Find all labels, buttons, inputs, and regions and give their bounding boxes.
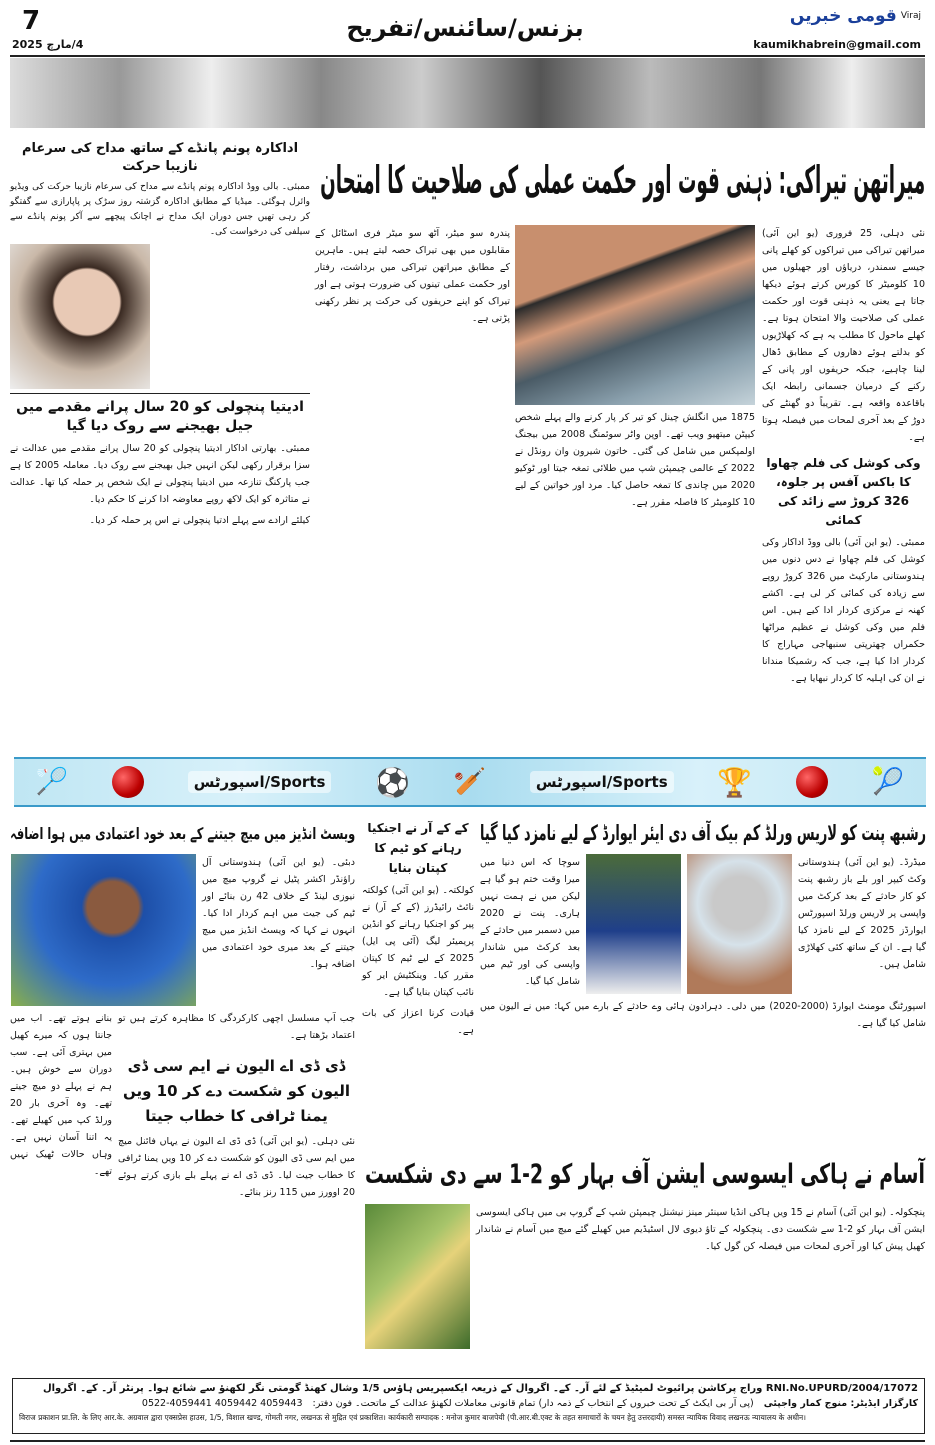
footer-imprint xyxy=(12,1378,925,1434)
footer-note: (پی آر بی ایکٹ کے تحت خبروں کے انتخاب کے ذمہ دار) تمام قانونی معاملات لکھنؤ عدالت کے ماتحت۔ فون دفتر: xyxy=(312,1398,754,1409)
shuttlecock-icon: 🏸 xyxy=(35,767,69,797)
tennis-racket-icon: 🎾 xyxy=(871,767,905,797)
axar-body: دبئی۔ (یو این آئی) ہندوستانی آل راؤنڈر اکشر پٹیل نے گروپ میچ میں نیوزی لینڈ کے خلاف 42 رن بنائے اور ٹیم کی جیت میں اہم کردار ادا کیا۔ انہوں نے کہا کہ ویسٹ انڈیز میں میچ جیتنے کے بعد میری خود اعتمادی میں اضافہ ہوا۔ xyxy=(202,857,355,970)
hockey-headline: آسام نے ہاکی ایسوسی ایشن آف بہار کو 2-1 سے دی شکست xyxy=(365,1159,925,1190)
hockey-photo xyxy=(365,1204,470,1349)
footer-line1: RNI.No.UPURD/2004/17072 وراج پرکاشن پرائیوٹ لمیٹیڈ کے لئے آر۔ کے۔ اگروال کے ذریعہ ایکسپریس ہاؤس 1/5 وشال کھنڈ گومتی نگر لکھنؤ سے شائع ہوا۔ پرنٹر آر۔ کے۔ اگروال xyxy=(42,1383,918,1394)
axar-headline-wrap xyxy=(10,818,355,850)
main-body-middle: 1875 میں انگلش چینل کو تیر کر پار کرنے والے پہلے شخص کیپٹن میتھیو ویب تھے۔ اوپن واٹر سوئمنگ 2008 میں بیجنگ اولمپکس میں شامل کی گئی۔ خاتون شیرون وان رونڈل نے 2022 کے عالمی چیمپئن شپ میں طلائی تمغہ جیتا اور ٹوکیو 2020 میں چاندی کا تمغہ حاصل کیا۔ مرد اور خواتین کے لیے 10 کلومیٹر کا فاصلہ مقرر ہے۔ xyxy=(515,412,755,508)
main-headline-wrap xyxy=(320,145,925,215)
kkr-body: کولکتہ۔ (یو این آئی) کولکتہ نائٹ رائیڈرز (کے کے آر) نے پیر کو اجنکیا رہانے کو انڈین پریمیئر لیگ (آئی پی ایل) 2025 کے لیے ٹیم کا کپتان مقرر کیا۔ وینکٹیش ایر کو نائب کپتان بنایا گیا ہے۔ xyxy=(362,885,474,998)
main-body-left: پندرہ سو میٹر، آٹھ سو میٹر فری اسٹائل کے مقابلوں میں بھی تیراک حصہ لیتے ہیں۔ ماہرین کے مطابق میراتھن تیراکی میں برداشت، رفتار اور حکمت عملی تینوں کی ضرورت ہوتی ہے اور تیراک کو اپنے حریفوں کی حرکت پر نظر رکھنی پڑتی ہے۔ xyxy=(315,228,510,324)
batsman-icon: 🏏 xyxy=(453,767,487,797)
page-number: 7 xyxy=(22,6,41,36)
issue-date: 4/مارچ 2025 xyxy=(12,38,84,51)
axar-body-2: بنانے ہوتے تھے۔ اب میں جانتا ہوں کہ میرے کھیل میں بہتری آئی ہے۔ سب دوران سے خوش ہیں۔ ہم نے پہلے دو میچ جیتے تھے۔ وہ آخری بار 20 ورلڈ کپ میں کھیلے تھے۔ یہ اتنا آسان نہیں ہے۔ وہاں حالات ٹھیک نہیں تھے۔ xyxy=(10,1013,112,1177)
email[interactable]: kaumikhabrein@gmail.com xyxy=(753,38,921,51)
film-body: ممبئی۔ (یو این آئی) بالی ووڈ اداکار وکی کوشل کی فلم چھاوا نے دس دنوں میں ہندوستانی مارکیٹ میں 326 کروڑ روپے سے زیادہ کی کمائی کر لی ہے۔ اکشے کھنہ نے مرکزی کردار ادا کیے ہیں۔ اس فلم میں وکی کوشل نے عظیم مراٹھا حکمراں چھترپتی سنبھاجی مہاراج کا کردار ادا کیا ہے، جب کہ رشمیکا مندانا نے ان کی اہلیہ کا کردار نبھایا ہے۔ xyxy=(762,537,925,684)
hockey-column xyxy=(365,1150,925,1349)
kkr-ending: قیادت کرنا اعزاز کی بات ہے۔ xyxy=(362,1008,474,1036)
kkr-column xyxy=(362,818,474,1039)
divider xyxy=(10,393,310,394)
hockey-row xyxy=(365,1204,925,1349)
rishabh-ending: اسپورٹنگ مومنٹ ایوارڈ (2000-2020) میں دلی۔ دہرادون ہائی وے حادثے کے بارے میں کہا: میں نے الیون میں شامل کیا گیا ہے۔ xyxy=(480,1001,926,1029)
cricket-ball-icon xyxy=(796,766,828,798)
dda-headline: ڈی ڈی اے الیون نے ایم سی ڈی الیون کو شکست دے کر 10 ویں یمنا ٹرافی کا خطاب جیتا xyxy=(122,1057,351,1125)
rishabh-column xyxy=(480,816,926,1032)
axar-ending: جب آپ مسلسل اچھی کارکردگی کا مظاہرہ کرتے ہیں تو اعتماد بڑھتا ہے۔ xyxy=(118,1013,355,1041)
poonam-body: ممبئی۔ بالی ووڈ اداکارہ پونم پانڈے سے مداح کی سرعام نازیبا حرکت کی ویڈیو وائرل ہوگئی۔ میڈیا کے مطابق اداکارہ گزشتہ روز سڑک پر پاپارازی سے گفتگو کر رہی تھیں جس دوران ایک مداح نے اچانک پیچھے سے آکر پونم پانڈے سے سیلفی کی درخواست کی۔ xyxy=(10,182,310,237)
aditya-ending: کیلئے ارادے سے پہلے ادتیا پنچولی نے اس پر حملہ کر دیا۔ xyxy=(89,515,310,526)
cricket-ball-icon xyxy=(112,766,144,798)
axar-column xyxy=(10,818,355,1201)
axar-photo xyxy=(11,854,196,1006)
poonam-headline: اداکارہ پونم پانڈے کے ساتھ مداح کی سرعام نازیبا حرکت xyxy=(21,141,299,174)
rishabh-photo xyxy=(586,854,681,994)
logo-name: قومی خبریں xyxy=(789,6,897,26)
sports-label: اسپورٹس/Sports xyxy=(188,771,332,793)
masthead-logo xyxy=(790,6,921,26)
dda-body: نئی دہلی۔ (یو این آئی) ڈی ڈی اے الیون نے یہاں فائنل میچ میں ایم سی ڈی الیون کو شکست دے کر 10 ویں یمنا ٹرافی کا خطاب جیت لیا۔ ڈی ڈی اے نے پہلے بلے بازی کرتے ہوئے 20 اوورز میں 115 رنز بنائے۔ xyxy=(118,1136,355,1198)
sports-label: اسپورٹس/Sports xyxy=(530,771,674,793)
aditya-body: ممبئی۔ بھارتی اداکار ادیتیا پنچولی کو 20 سال پرانے مقدمے میں عدالت نے سزا برقرار رکھی لیکن انہیں جیل بھیجنے سے روک دیا۔ معاملہ 2005 کا ہے جب پارکنگ تنازعہ میں ادیتیا پنچولی نے ایک شخص پر حملہ کیا تھا۔ عدالت نے متاثرہ کو ایک لاکھ روپے معاوضہ ادا کرنے کا حکم دیا۔ xyxy=(10,443,310,505)
logo-brand: Viraj xyxy=(900,11,921,21)
rishabh-body-2: سوچا کہ اس دنیا میں میرا وقت ختم ہو گیا ہے لیکن میں نے ہمت نہیں ہاری۔ پنت نے 2020 میں دسمبر میں حادثے کے بعد کرکٹ میں شاندار واپسی کی اور ٹیم میں شامل کیا گیا۔ xyxy=(480,857,580,987)
bottom-rule xyxy=(10,1440,925,1442)
footer-hindi: विराज प्रकाशन प्रा.लि. के लिए आर.के. अग्रवाल द्वारा एक्सप्रेस हाउस, 1/5, विशाल खण्ड, गोमती नगर, लखनऊ से मुद्रित एवं प्रकाशित। कार्यकारी सम्पादक : मनोज कुमार बाजपेयी (पी.आर.बी.एक्ट के तहत समाचारों के चयन हेतु उत्तरदायी) समस्त न्यायिक विवाद लखनऊ न्यायालय के अधीन। xyxy=(19,1413,807,1422)
sports-banner xyxy=(14,757,926,807)
rishabh-headline-wrap xyxy=(480,816,926,850)
axar-headline: ویسٹ انڈیز میں میچ جیتنے کے بعد خود اعتمادی میں ہوا اضافہ xyxy=(9,824,355,843)
poonam-photo xyxy=(10,244,150,389)
aditya-headline: ادیتیا پنچولی کو 20 سال پرانے مقدمے میں جیل بھیجنے سے روک دیا گیا xyxy=(16,399,304,434)
hockey-body: پنچکولہ۔ (یو این آئی) آسام نے 15 ویں ہاکی انڈیا سینئر مینز نیشنل چیمپئن شپ کے گروپ بی میں ہاکی ایسوسی ایشن آف بہار کو 2-1 سے شکست دی۔ پنچکولہ کے تاؤ دیوی لال اسٹیڈیم میں کھیلے گئے میچ میں آسام نے شاندار کھیل پیش کیا اور آخری لمحات میں فیصلہ کن گول کیا۔ xyxy=(476,1207,925,1252)
rishabh-row xyxy=(480,854,926,994)
header-image-strip xyxy=(10,58,925,128)
header-rule xyxy=(10,55,925,57)
left-top-column xyxy=(10,140,310,529)
main-left-column xyxy=(315,225,510,327)
hockey-headline-wrap xyxy=(365,1150,925,1200)
trophy-icon: 🏆 xyxy=(717,765,753,799)
kkr-headline: کے کے آر نے اجنکیا رہانے کو ٹیم کا کپتان بنایا xyxy=(367,821,469,875)
rishabh-headline: رشبھ پنت کو لاریس ورلڈ کم بیک آف دی ایئر ایوارڈ کے لیے نامزد کیا گیا xyxy=(479,821,926,845)
section-title: بزنس/سائنس/تفریح xyxy=(346,14,584,42)
main-headline: میراتھن تیراکی: ذہنی قوت اور حکمت عملی کی صلاحیت کا امتحان xyxy=(319,158,925,202)
footer-editor: کارگزار ایڈیٹر: منوج کمار واجپئی xyxy=(763,1398,918,1409)
football-icon: ⚽ xyxy=(375,765,411,799)
main-middle-column xyxy=(515,225,755,511)
footer-phones: 0522-4059441 4059442 4059443 xyxy=(141,1398,303,1409)
axar-row xyxy=(10,854,355,1006)
main-right-column xyxy=(762,225,925,687)
main-body-right: نئی دہلی، 25 فروری (یو این آئی) میراتھن تیراکی میں تیراکوں کو کھلے پانی جیسے سمندر، دریاؤں اور جھیلوں میں 10 کلومیٹر کا کورس کرتے ہوئے دیکھا جاتا ہے یعنی یہ ذہنی قوت اور حکمت عملی کی صلاحیت والا امتحان ہوتا ہے۔ کھلے ماحول کا مطلب یہ ہے کہ کھلاڑیوں کو بدلتے ہوئے دھاروں کے مطابق ڈھال لینا چاہیے، جبکہ حریفوں اور پانی کے رکنے کے درمیان جسمانی رابطہ ایک باقاعدہ واقعہ ہے۔ تقریباً دو گھنٹے کی دوڑ کے بعد آخری لمحات میں فیصلہ ہوتا ہے۔ xyxy=(762,228,925,443)
film-headline: وکی کوشل کی فلم چھاوا کا باکس آفس پر جلوہ، 326 کروڑ سے زائد کی کمائی xyxy=(766,456,921,527)
laureus-trophy-photo xyxy=(687,854,792,994)
swimmers-photo xyxy=(515,225,755,405)
rishabh-body: میڈرڈ۔ (یو این آئی) ہندوستانی وکٹ کیپر اور بلے باز رشبھ پنت کو کار حادثے کے بعد کرکٹ میں واپسی پر لاریس ورلڈ اسپورٹس ایوارڈز 2025 کے لیے نامزد کیا گیا ہے۔ ان کے ساتھ کئی کھلاڑی شامل ہیں۔ xyxy=(798,857,926,970)
